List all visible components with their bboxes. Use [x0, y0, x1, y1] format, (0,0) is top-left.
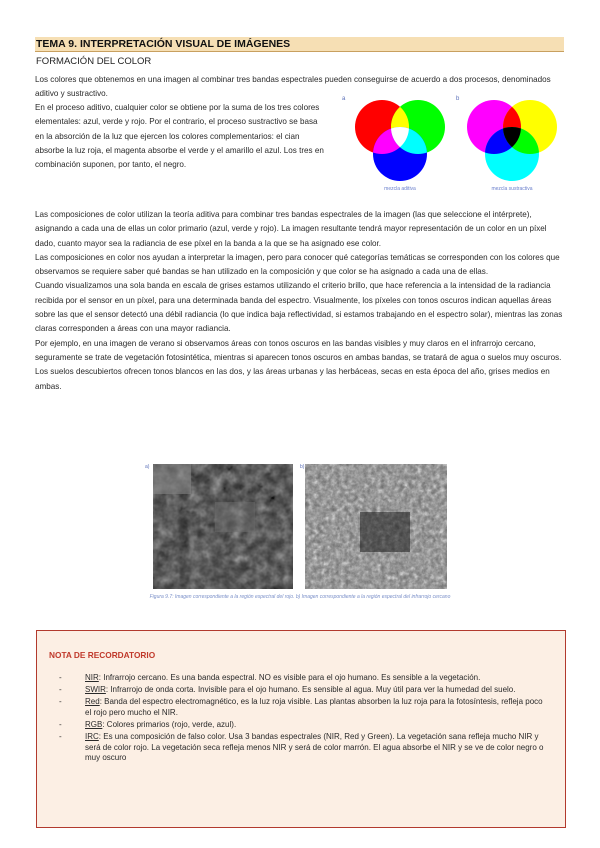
list-dash: - [59, 697, 62, 707]
list-item [59, 697, 547, 718]
red-band-mid-patch [215, 502, 255, 532]
list-item [59, 673, 547, 684]
additive-paragraph: En el proceso aditivo, cualquier color se obtiene por la suma de los tres colores elementales: azul, verde y rojo. Por el contrario, el proceso sustractivo se basa en la absorción de la luz que ejercen los colores complementarios: el cian absorbe la luz roja, el magenta absorbe el verde y el amarillo el azul. Los tres en combinación suponen, por tanto, el negro. [35, 103, 324, 170]
note-text: : Infrarrojo cercano. Es una banda espectral. NO es visible para el ojo humano. Es sensible a la vegetación. [98, 673, 481, 682]
venn-caption-a: mezcla aditiva [384, 186, 416, 192]
note-text: : Es una composición de falso color. Usa 3 bandas espectrales (NIR, Red y Green). La vegetación sana refleja mucho NIR y será de color rojo. La vegetación seca refleja menos NIR y será de color marrón. El agua absorbe el NIR y se ve de color negro o muy oscuro [85, 731, 544, 763]
note-text: : Infrarrojo de onda corta. Invisible para el ojo humano. Es sensible al agua. Muy útil para ver la humedad del suelo. [105, 685, 516, 695]
intro-paragraph: Los colores que obtenemos en una imagen al combinar tres bandas espectrales pueden conseguirse de acuerdo a dos procesos, denominados aditivo y sustractivo. [35, 75, 551, 99]
satellite-images-figure [145, 462, 455, 592]
title-underline [35, 51, 564, 52]
sat-label-a: a) [145, 464, 150, 470]
note-text: : Colores primarios (rojo, verde, azul). [102, 719, 237, 729]
list-dash: - [59, 731, 62, 741]
venn-label-a: a [342, 96, 346, 102]
section-heading: FORMACIÓN DEL COLOR [36, 56, 152, 67]
venn-label-b: b [456, 96, 460, 102]
list-dash: - [59, 719, 62, 729]
body-paragraph-3: Cuando visualizamos una sola banda en escala de grises estamos utilizando el criterio brillo, que hace referencia a la intensidad de la radiancia recibida por el sensor en un píxel, para una determinada banda del espectro. Visualmente, los píxeles con tonos oscuros indican aquellas áreas sobre las que el sensor detectó una débil radiancia (lo que indica baja reflectividad, si estamos trabajando en el espectro solar), mientras las zonas claras corresponden a áreas con una mayor radiancia. [35, 281, 563, 334]
list-item [59, 732, 547, 764]
subtractive-venn-diagram [452, 92, 572, 202]
list-dash: - [59, 673, 62, 682]
nir-band-dark-patch [360, 512, 410, 552]
red-band-bright-patch [153, 464, 191, 494]
venn-caption-b: mezcla sustractiva [491, 186, 533, 192]
list-item [59, 685, 547, 696]
figure-caption: Figura 9.7: Imagen correspondiente a la región espectral del rojo. b) Imagen correspondiente a la región espectral del infrarrojo cercano [149, 594, 451, 600]
note-term: NIR [85, 673, 99, 682]
body-paragraph-1: Las composiciones de color utilizan la teoría aditiva para combinar tres bandas espectrales de la imagen (las que seleccione el intérprete), asignando a cada una de ellas un color primario (azul, verde y rojo). La imagen resultante tendrá mayor representación de un color en un píxel dado, cuanto mayor sea la radiancia de ese píxel en la banda a la que se ha asignado ese color. [35, 210, 547, 248]
note-term: Red [85, 697, 100, 707]
note-title: NOTA DE RECORDATORIO [49, 650, 156, 660]
note-text: : Banda del espectro electromagnético, es la luz roja visible. Las plantas absorben la luz roja para la fotosíntesis, refleja poco el rojo pero mucho el NIR. [85, 697, 543, 717]
reminder-note-box [36, 630, 566, 828]
page-title: TEMA 9. INTERPRETACIÓN VISUAL DE IMÁGENES [35, 37, 564, 51]
list-dash: - [59, 685, 62, 695]
note-term: SWIR [85, 685, 106, 695]
note-term: IRC [85, 731, 99, 741]
body-paragraph-4: Por ejemplo, en una imagen de verano si observamos áreas con tonos oscuros en las bandas visibles y muy claros en el infrarrojo cercano, seguramente se trate de vegetación fotosintética, mientras si aparecen tonos oscuros en ambas bandas, se tratará de agua o suelos muy oscuros. Los suelos descubiertos ofrecen tonos blancos en las dos, y las áreas urbanas y las herbáceas, secas en esta época del año, grises medios en ambas. [35, 338, 562, 391]
body-paragraph-2: Las composiciones en color nos ayudan a interpretar la imagen, pero para conocer qué categorías temáticas se corresponden con los colores que observamos se requiere saber qué bandas se han utilizado en la composición y que color se ha asignado a cada una de ellas. [35, 252, 560, 277]
additive-venn-diagram [340, 92, 460, 202]
sat-label-b: b) [300, 464, 305, 470]
list-item [59, 720, 547, 731]
note-list [59, 673, 547, 765]
body-text [35, 208, 565, 394]
note-term: RGB [85, 719, 103, 729]
